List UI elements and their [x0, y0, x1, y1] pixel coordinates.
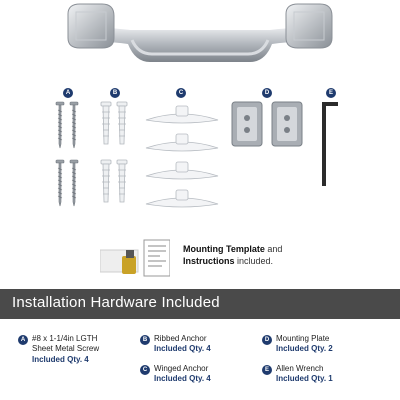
- legend-item-b: [140, 334, 211, 355]
- legend-name-d: Mounting Plate: [276, 334, 330, 343]
- instructions-rest: included.: [234, 256, 274, 267]
- legend-badge-b: B: [140, 335, 150, 345]
- template-label: Mounting Template: [183, 244, 265, 254]
- section-title: Installation Hardware Included: [12, 294, 220, 311]
- hardware-badge-b: B: [110, 88, 120, 98]
- winged-anchor-icon: [142, 100, 222, 220]
- legend-qty-b: Included Qty. 4: [154, 344, 211, 354]
- legend-badge-c: C: [140, 365, 150, 375]
- hardware-badge-d: D: [262, 88, 272, 98]
- legend-name-e: Allen Wrench: [276, 364, 324, 373]
- template-and: and: [264, 244, 283, 254]
- legend-item-c: [140, 364, 211, 385]
- legend-qty-e: Included Qty. 1: [276, 374, 333, 384]
- legend-badge-d: D: [262, 335, 272, 345]
- ribbed-anchor-icon: [98, 100, 132, 210]
- hardware-badge-e: E: [326, 88, 336, 98]
- legend-item-a: [18, 334, 99, 365]
- legend-item-e: [262, 364, 333, 385]
- legend-qty-d: Included Qty. 2: [276, 344, 333, 354]
- grab-bar-image: [60, 0, 340, 72]
- mounting-template-icon: [100, 236, 170, 280]
- legend-qty-a: Included Qty. 4: [32, 354, 89, 364]
- legend-name-a-line2: Sheet Metal Screw: [32, 344, 100, 354]
- legend-name-b: Ribbed Anchor: [154, 334, 207, 343]
- legend-name-c: Winged Anchor: [154, 364, 209, 373]
- legend-item-d: [262, 334, 333, 355]
- screw-icon: [50, 100, 86, 210]
- mounting-plate-icon: [228, 100, 308, 150]
- legend-badge-e: E: [262, 365, 272, 375]
- hardware-badge-a: A: [63, 88, 73, 98]
- template-note: [183, 243, 313, 267]
- hardware-badge-c: C: [176, 88, 186, 98]
- instructions-label: Instructions: [183, 256, 235, 267]
- allen-wrench-icon: [316, 100, 346, 190]
- legend-name-a-line1: #8 x 1-1/4in LGTH: [32, 334, 98, 343]
- legend-qty-c: Included Qty. 4: [154, 374, 211, 384]
- legend-badge-a: A: [18, 335, 28, 345]
